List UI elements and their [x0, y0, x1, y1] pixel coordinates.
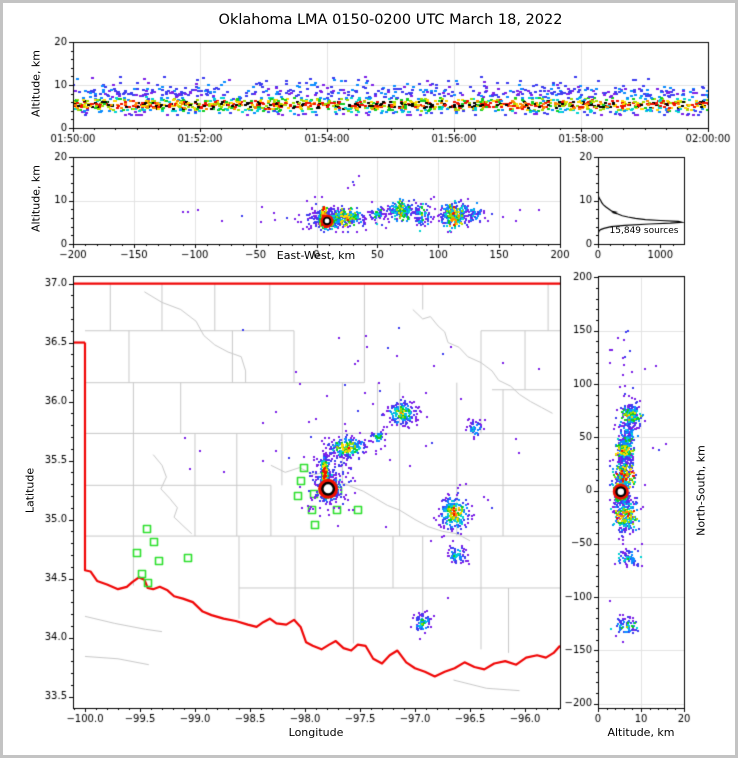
ew-panel-altitude-axis-label: Altitude, km [29, 164, 43, 233]
time-panel-altitude-axis-label: Altitude, km [29, 49, 43, 118]
east-west-axis-label: East-West, km [276, 249, 356, 262]
latitude-axis-label: Latitude [23, 467, 37, 514]
north-south-axis-label: North-South, km [694, 445, 708, 536]
ns-panel-altitude-axis-label: Altitude, km [607, 726, 675, 739]
longitude-axis-label: Longitude [288, 726, 344, 739]
page-title: Oklahoma LMA 0150-0200 UTC March 18, 2022 [218, 12, 563, 28]
source-count-label: 15,849 sources [609, 226, 679, 236]
